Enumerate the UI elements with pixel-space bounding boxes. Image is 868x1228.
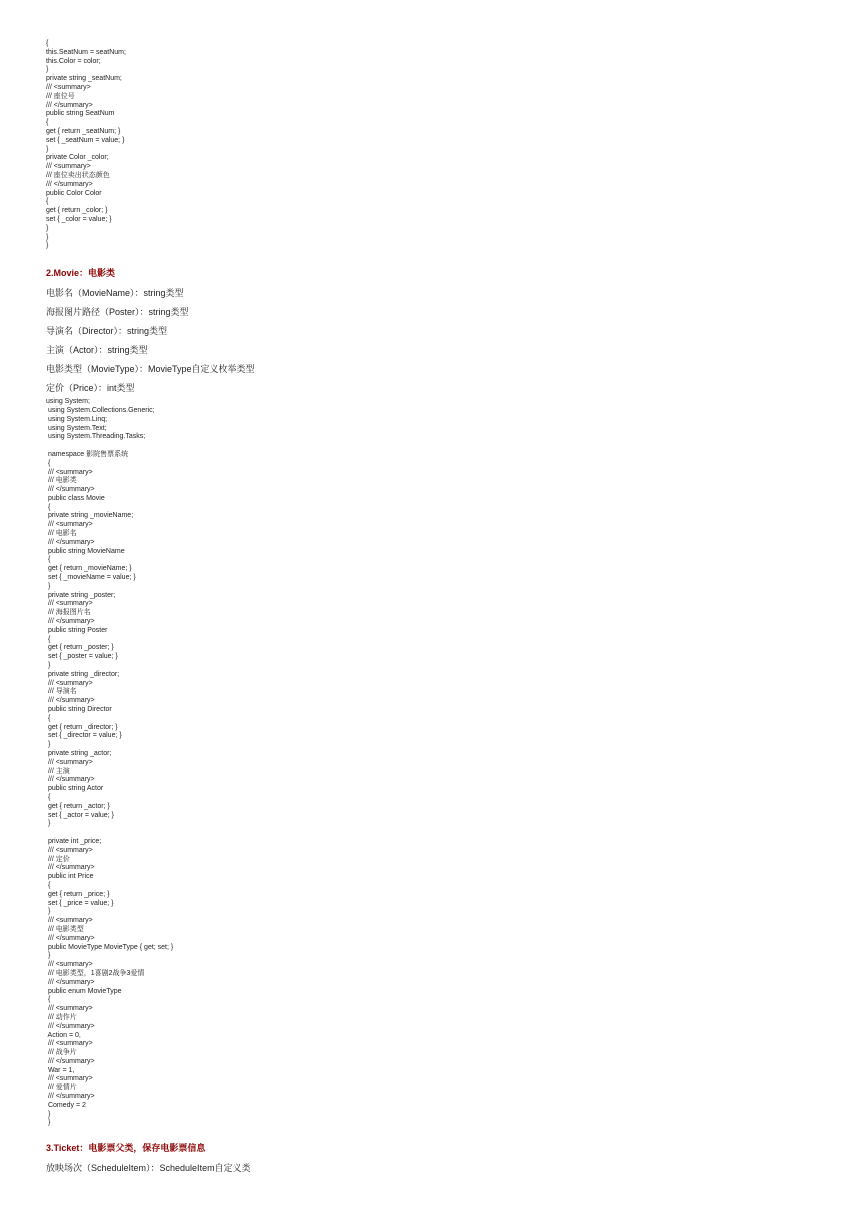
- code-line: /// </summary>: [46, 1057, 95, 1065]
- code-line: }: [46, 224, 49, 232]
- code-line: /// <summary>: [46, 521, 93, 529]
- code-line: /// </summary>: [46, 1093, 95, 1101]
- code-line: set { _color = value; }: [46, 215, 112, 223]
- code-line: /// <summary>: [46, 83, 91, 91]
- code-line: namespace 影院售票系统: [46, 450, 129, 458]
- code-line: /// </summary>: [46, 101, 93, 109]
- code-line: /// 座位号: [46, 92, 75, 100]
- code-line: public MovieType MovieType { get; set; }: [46, 943, 174, 951]
- code-line: /// 电影名: [46, 530, 77, 538]
- code-line: /// </summary>: [46, 978, 95, 986]
- code-line: get { return _movieName; }: [46, 565, 132, 573]
- code-line: {: [46, 793, 51, 801]
- code-line: Action = 0,: [46, 1031, 81, 1039]
- code-line: public class Movie: [46, 494, 105, 502]
- code-line: /// <summary>: [46, 758, 93, 766]
- code-line: /// 电影类型: [46, 925, 84, 933]
- code-line: get { return _seatNum; }: [46, 127, 121, 135]
- code-line: get { return _actor; }: [46, 802, 110, 810]
- code-line: set { _price = value; }: [46, 899, 114, 907]
- code-line: /// 爱情片: [46, 1084, 77, 1092]
- code-line: }: [46, 662, 51, 670]
- property-line: 主演（Actor）：string类型: [46, 345, 148, 356]
- code-line: /// </summary>: [46, 934, 95, 942]
- code-line: }: [46, 1119, 51, 1127]
- code-line: private string _actor;: [46, 750, 112, 757]
- code-line: private string _movieName;: [46, 512, 134, 520]
- code-line: {: [46, 714, 51, 722]
- code-line: private string _director;: [46, 670, 120, 678]
- code-line: /// 战争片: [46, 1049, 77, 1057]
- code-line: /// <summary>: [46, 1005, 93, 1013]
- code-line: {: [46, 40, 49, 47]
- code-line: {: [46, 459, 51, 467]
- code-block-movie: [46, 398, 826, 1128]
- code-line: }: [46, 242, 49, 250]
- ticket-property-list: [46, 1162, 826, 1174]
- code-line: /// <summary>: [46, 961, 93, 969]
- code-line: /// </summary>: [46, 618, 95, 626]
- code-line: set { _actor = value; }: [46, 811, 114, 819]
- code-line: this.Color = color;: [46, 57, 101, 65]
- code-line: /// </summary>: [46, 538, 95, 546]
- code-line: /// <summary>: [46, 1040, 93, 1048]
- code-line: using System.Linq;: [46, 415, 108, 423]
- code-line: /// <summary>: [46, 163, 91, 171]
- code-line: /// <summary>: [46, 1075, 93, 1083]
- code-line: public Color Color: [46, 189, 102, 197]
- code-line: {: [46, 119, 49, 127]
- code-line: [46, 829, 826, 838]
- code-line: /// <summary>: [46, 600, 93, 608]
- code-line: set { _poster = value; }: [46, 653, 118, 661]
- code-line: public enum MovieType: [46, 987, 122, 995]
- code-line: Comedy = 2: [46, 1101, 86, 1109]
- property-line: 海报图片路径（Poster）：string类型: [46, 307, 189, 318]
- code-line: }: [46, 952, 51, 960]
- property-line: 电影类型（MovieType）：MovieType自定义枚举类型: [46, 364, 255, 375]
- code-line: /// 电影类型，1喜剧2战争3爱情: [46, 969, 145, 977]
- property-line: 导演名（Director）：string类型: [46, 326, 168, 337]
- code-line: /// <summary>: [46, 846, 93, 854]
- document-page: [46, 40, 826, 1174]
- section-heading-ticket: 3.Ticket：电影票父类，保存电影票信息: [46, 1143, 206, 1154]
- code-line: /// 电影类: [46, 477, 77, 485]
- code-line: get { return _director; }: [46, 723, 118, 731]
- code-line: get { return _color; }: [46, 207, 108, 215]
- code-line: /// </summary>: [46, 776, 95, 784]
- code-line: /// 海报图片名: [46, 609, 91, 617]
- code-line: public string SeatNum: [46, 110, 115, 118]
- code-line: {: [46, 556, 51, 564]
- code-line: }: [46, 1110, 51, 1118]
- code-line: /// <summary>: [46, 917, 93, 925]
- code-block-seat: [46, 40, 826, 251]
- code-line: {: [46, 635, 51, 643]
- code-line: using System.Collections.Generic;: [46, 406, 155, 414]
- code-line: using System.Text;: [46, 424, 107, 432]
- code-line: public string Director: [46, 706, 112, 714]
- code-line: private Color _color;: [46, 154, 109, 162]
- code-line: }: [46, 233, 49, 241]
- code-line: }: [46, 145, 49, 153]
- code-line: {: [46, 881, 51, 889]
- code-line: private string _seatNum;: [46, 75, 122, 83]
- code-line: }: [46, 741, 51, 749]
- code-line: }: [46, 66, 49, 74]
- code-line: get { return _poster; }: [46, 644, 114, 652]
- code-line: public string Poster: [46, 626, 108, 634]
- section-heading-movie: 2.Movie：电影类: [46, 268, 116, 279]
- property-line: 放映场次（ScheduleItem）：ScheduleItem自定义类: [46, 1163, 251, 1174]
- code-line: using System;: [46, 398, 90, 406]
- code-line: public string MovieName: [46, 547, 125, 555]
- code-line: private int _price;: [46, 837, 102, 845]
- code-line: set { _director = value; }: [46, 732, 122, 740]
- code-line: set { _movieName = value; }: [46, 574, 136, 582]
- code-line: using System.Threading.Tasks;: [46, 433, 146, 441]
- code-line: /// </summary>: [46, 864, 95, 872]
- movie-property-list: [46, 287, 826, 394]
- code-line: /// <summary>: [46, 679, 93, 687]
- code-line: /// 座位卖出状态颜色: [46, 171, 110, 179]
- code-line: /// </summary>: [46, 697, 95, 705]
- code-line: War = 1,: [46, 1066, 75, 1074]
- property-line: 定价（Price）：int类型: [46, 383, 135, 394]
- code-line: }: [46, 582, 51, 590]
- code-line: /// </summary>: [46, 1022, 95, 1030]
- code-line: {: [46, 503, 51, 511]
- code-line: get { return _price; }: [46, 890, 110, 898]
- code-line: {: [46, 996, 51, 1004]
- code-line: }: [46, 820, 51, 828]
- code-line: [46, 442, 826, 451]
- code-line: public int Price: [46, 873, 94, 881]
- code-line: /// </summary>: [46, 180, 93, 188]
- code-line: this.SeatNum = seatNum;: [46, 48, 126, 56]
- code-line: public string Actor: [46, 785, 104, 793]
- code-line: /// </summary>: [46, 486, 95, 494]
- code-line: /// 定价: [46, 855, 70, 863]
- property-line: 电影名（MovieName）：string类型: [46, 288, 184, 299]
- code-line: /// 主演: [46, 767, 70, 775]
- code-line: private string _poster;: [46, 591, 116, 599]
- code-line: /// <summary>: [46, 468, 93, 476]
- code-line: set { _seatNum = value; }: [46, 136, 125, 144]
- code-line: }: [46, 908, 51, 916]
- code-line: /// 动作片: [46, 1013, 77, 1021]
- code-line: {: [46, 198, 49, 206]
- code-line: /// 导演名: [46, 688, 77, 696]
